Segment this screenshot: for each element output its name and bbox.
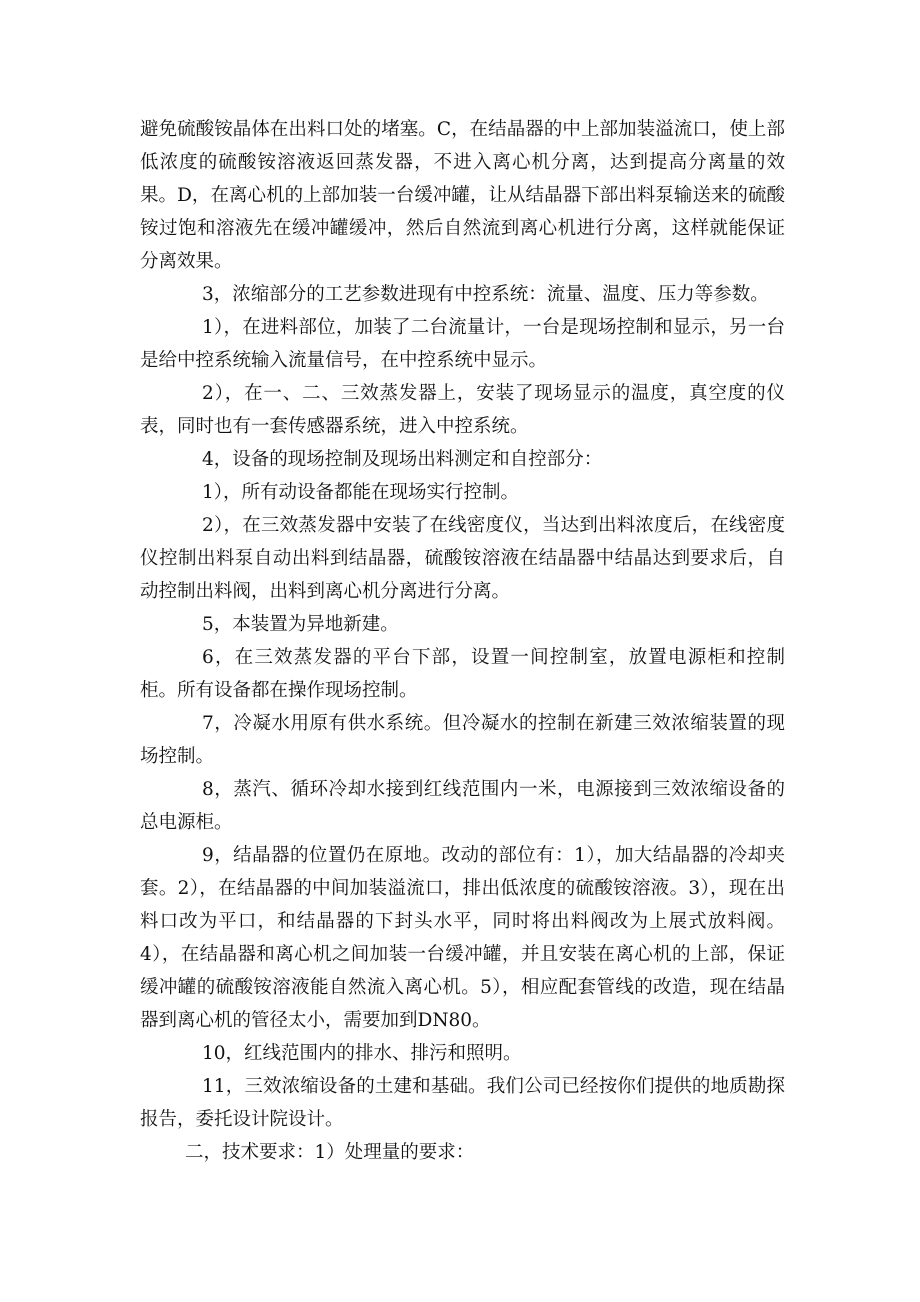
paragraph-continuation: 避免硫酸铵晶体在出料口处的堵塞。C，在结晶器的中上部加装溢流口，使上部低浓度的硫酸铵溶液返回蒸发器，不进入离心机分离，达到提高分离量的效果。D，在离心机的上部加装一台缓冲罐，让从结晶器下部出料泵输送来的硫酸铵过饱和溶液先在缓冲罐缓冲，然后自然流到离心机进行分离，这样就能保证分离效果。 xyxy=(140,119,785,272)
paragraph-item-11: 11，三效浓缩设备的土建和基础。我们公司已经按你们提供的地质勘探报告，委托设计院设计。 xyxy=(140,1076,785,1130)
section-heading-technical-requirements: 二，技术要求：1）处理量的要求： xyxy=(185,1142,475,1163)
paragraph-item-5: 5，本装置为异地新建。 xyxy=(202,614,399,635)
paragraph-item-7: 7，冷凝水用原有供水系统。但冷凝水的控制在新建三效浓缩装置的现场控制。 xyxy=(140,713,785,767)
paragraph-item-10: 10，红线范围内的排水、排污和照明。 xyxy=(202,1043,522,1064)
paragraph-item-4-1: 1），所有动设备都能在现场实行控制。 xyxy=(202,482,520,503)
paragraph-item-6: 6，在三效蒸发器的平台下部，设置一间控制室，放置电源柜和控制柜。所有设备都在操作现场控制。 xyxy=(140,647,785,701)
paragraph-item-3-1: 1），在进料部位，加装了二台流量计，一台是现场控制和显示，另一台是给中控系统输入流量信号，在中控系统中显示。 xyxy=(140,317,785,371)
paragraph-item-4-2: 2），在三效蒸发器中安装了在线密度仪，当达到出料浓度后，在线密度仪控制出料泵自动出料到结晶器，硫酸铵溶液在结晶器中结晶达到要求后，自动控制出料阀，出料到离心机分离进行分离。 xyxy=(140,515,785,602)
paragraph-item-3-2: 2），在一、二、三效蒸发器上，安装了现场显示的温度，真空度的仪表，同时也有一套传感器系统，进入中控系统。 xyxy=(140,383,785,437)
document-body xyxy=(140,113,785,1136)
paragraph-item-3: 3，浓缩部分的工艺参数进现有中控系统：流量、温度、压力等参数。 xyxy=(202,284,769,305)
paragraph-item-8: 8，蒸汽、循环冷却水接到红线范围内一米，电源接到三效浓缩设备的总电源柜。 xyxy=(140,779,785,833)
paragraph-item-9: 9，结晶器的位置仍在原地。改动的部位有：1），加大结晶器的冷却夹套。2），在结晶器的中间加装溢流口，排出低浓度的硫酸铵溶液。3），现在出料口改为平口，和结晶器的下封头水平，同时将出料阀改为上展式放料阀。4），在结晶器和离心机之间加装一台缓冲罐，并且安装在离心机的上部，保证缓冲罐的硫酸铵溶液能自然流入离心机。5），相应配套管线的改造，现在结晶器到离心机的管径太小，需要加到DN80。 xyxy=(140,845,785,1031)
paragraph-item-4: 4，设备的现场控制及现场出料测定和自控部分： xyxy=(202,449,603,470)
